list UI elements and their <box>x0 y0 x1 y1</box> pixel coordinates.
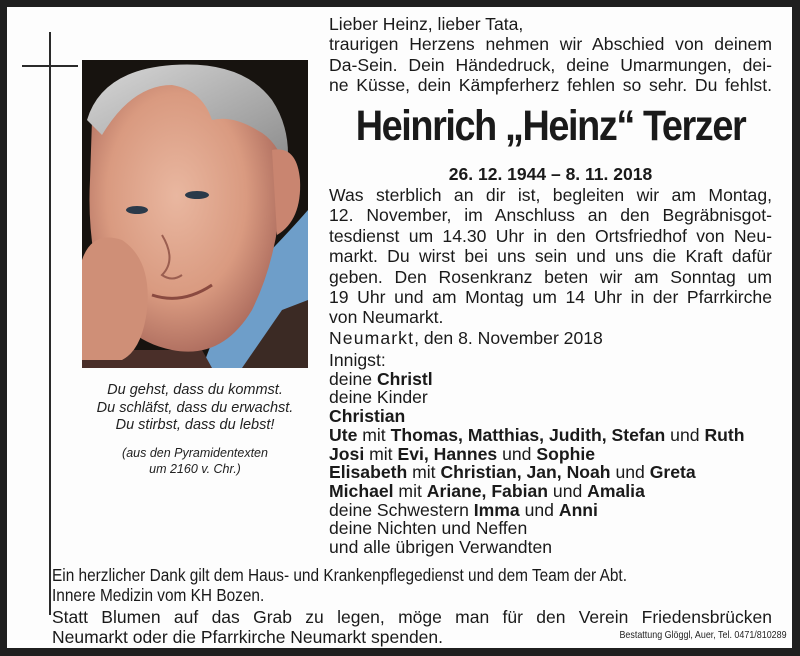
mourner-row <box>329 388 772 407</box>
mourner-relation: mit <box>393 480 427 501</box>
mourner-relation: und <box>610 462 650 483</box>
place-date <box>329 328 772 348</box>
intro-line: ne Küsse, dein Kämpferherz fehlen so sehr. Du fehlst. <box>329 75 772 96</box>
thanks-line: Innere Medizin vom KH Bozen. <box>52 585 265 605</box>
mourners-list <box>329 351 772 557</box>
funeral-line: 19 Uhr und am Montag um 14 Uhr in der Pfarrkirche <box>329 287 772 308</box>
mourner-row <box>329 407 772 426</box>
mourner-name: Josi <box>329 443 365 464</box>
mourner-relation: und alle übrigen Verwandten <box>329 537 553 558</box>
mourner-name: Ariane, Fabian <box>426 480 549 501</box>
intro-line: Lieber Heinz, lieber Tata, <box>329 14 524 34</box>
mourner-name: Ute <box>329 424 358 445</box>
quote-line: Du stirbst, dass du lebst! <box>115 417 275 433</box>
intro-line: traurigen Herzens nehmen wir Abschied von deinem <box>329 34 772 55</box>
mourner-name: Anni <box>558 499 598 520</box>
deceased-name: Heinrich „Heinz“ Terzer <box>355 102 746 150</box>
mourner-relation: und <box>665 424 705 445</box>
thanks-text <box>52 565 772 605</box>
quote-line: Du schläfst, dass du erwachst. <box>96 399 294 416</box>
quote-source-line: um 2160 v. Chr.) <box>149 461 241 476</box>
mourner-row <box>329 370 772 389</box>
life-dates: 26. 12. 1944 – 8. 11. 2018 <box>448 164 653 184</box>
mourner-relation: und <box>548 480 588 501</box>
quote-line: Du gehst, dass du kommst. <box>107 382 283 398</box>
portrait-image <box>82 60 308 368</box>
funeral-line: tesdienst um 14.30 Uhr in den Ortsfriedhof von Neu- <box>329 225 772 246</box>
cross-icon-vertical <box>49 32 51 615</box>
mourner-name: Christian <box>329 406 406 427</box>
mourner-row <box>329 501 772 520</box>
mourner-name: Evi, Hannes <box>397 443 498 464</box>
mourner-name: Amalia <box>587 480 645 501</box>
mourner-name: Sophie <box>536 443 595 464</box>
funeral-line: Was sterblich an dir ist, begleiten wir am Montag, <box>329 185 772 205</box>
mourner-name: Thomas, Matthias, Judith, Stefan <box>390 424 666 445</box>
quote-source-line: (aus den Pyramidentexten <box>122 446 268 460</box>
date-text: , den 8. November 2018 <box>414 328 603 348</box>
mourner-name: Michael <box>329 480 394 501</box>
intro-line: Da-Sein. Dein Händedruck, deine Umarmungen, dei- <box>329 54 772 75</box>
mourner-relation: deine Kinder <box>329 387 428 408</box>
mourner-relation: deine <box>329 368 377 389</box>
funeral-text <box>329 185 772 328</box>
mourner-name: Ruth <box>704 424 745 445</box>
mourner-row <box>329 463 772 482</box>
funeral-line: geben. Den Rosenkranz beten wir am Sonntag um <box>329 266 772 287</box>
intro-text <box>329 14 772 96</box>
funeral-line: 12. November, im Anschluss an den Begräbnisgot- <box>329 205 772 226</box>
place-name: Neumarkt <box>329 328 415 348</box>
quote-source <box>82 446 308 477</box>
thanks-line: Ein herzlicher Dank gilt dem Haus- und Krankenpflegedienst und dem Team der Abt. <box>52 565 627 585</box>
mourner-name: Imma <box>473 499 520 520</box>
mourner-row <box>329 426 772 445</box>
funeral-line: von Neumarkt. <box>329 307 444 328</box>
mourner-name: Elisabeth <box>329 462 408 483</box>
mourners-heading: Innigst: <box>329 350 386 370</box>
mourner-rows <box>329 370 772 557</box>
mourner-row <box>329 445 772 464</box>
donation-line: Statt Blumen auf das Grab zu legen, möge man für den Verein Friedensbrücken <box>52 607 772 627</box>
mourner-relation: und <box>519 499 559 520</box>
mourner-row <box>329 538 772 557</box>
mourner-relation: deine Nichten und Neffen <box>329 518 528 539</box>
portrait-photo <box>82 60 308 368</box>
donation-line: Neumarkt oder die Pfarrkirche Neumarkt spenden. <box>52 627 444 647</box>
quote <box>82 382 308 435</box>
mourner-name: Greta <box>649 462 696 483</box>
mourner-relation: mit <box>407 462 441 483</box>
mourner-name: Christl <box>376 368 433 389</box>
mourner-row <box>329 519 772 538</box>
mourner-row <box>329 482 772 501</box>
cross-icon-horizontal <box>22 65 78 67</box>
funeral-line: markt. Du wirst bei uns sein und uns die Kraft dafür <box>329 246 772 267</box>
mourner-relation: mit <box>357 424 391 445</box>
undertaker-info: Bestattung Glöggl, Auer, Tel. 0471/810289 <box>619 629 787 641</box>
mourner-name: Christian, Jan, Noah <box>440 462 611 483</box>
donation-text <box>52 607 772 647</box>
mourner-relation: mit <box>364 443 398 464</box>
mourner-relation: und <box>497 443 537 464</box>
mourner-relation: deine Schwestern <box>329 499 474 520</box>
